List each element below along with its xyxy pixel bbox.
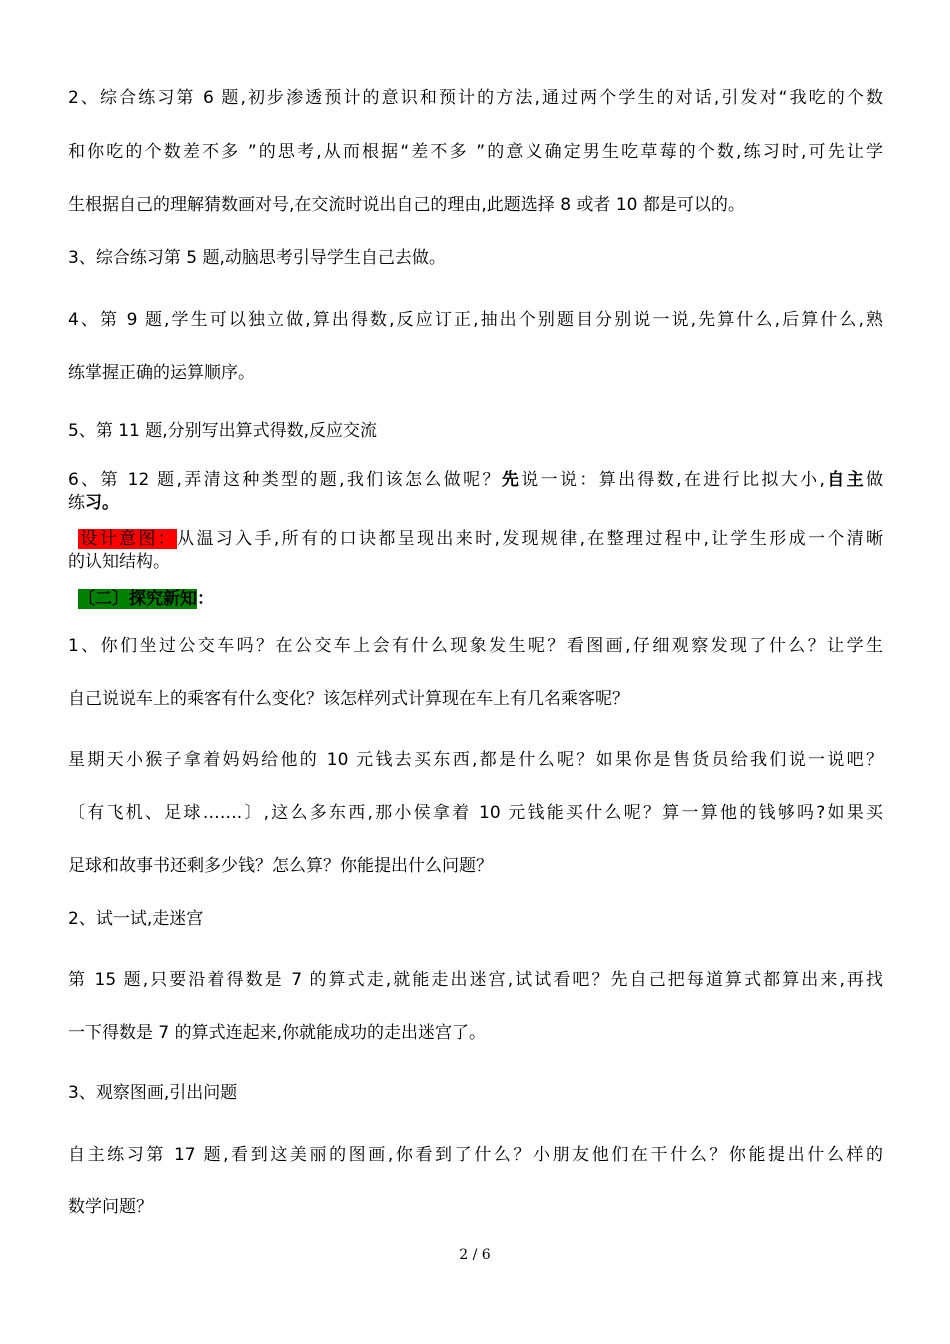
design-intent-line-1 [68, 527, 883, 551]
section-heading [68, 587, 883, 611]
p6-line2-bold: 习。 [85, 493, 119, 513]
page-number: 2 / 6 [459, 1247, 491, 1263]
question-2-line-1: 2、试一试,走迷宫 [68, 909, 204, 929]
question-17-line-2: 数学问题？ [68, 1197, 153, 1217]
paragraph-5-line-1: 5、第 11 题,分别写出算式得数,反应交流 [68, 421, 378, 441]
design-intent-label: 设计意图： [78, 529, 178, 549]
paragraph-6-line-1 [68, 468, 883, 492]
monkey-line-2: 〔有飞机、足球…….〕,这么多东西,那小侯拿着 10 元钱能买什么呢？算一算他的钱够吗?如果买 [68, 803, 883, 823]
p6-line2-plain: 练 [68, 493, 85, 513]
paragraph-2-line-1: 2、综合练习第 6 题,初步渗透预计的意识和预计的方法,通过两个学生的对话,引发对“我吃的个数 [68, 88, 883, 108]
monkey-line-3: 足球和故事书还剩多少钱？怎么算？你能提出什么问题？ [68, 856, 493, 876]
p6-text-3: 做 [866, 470, 884, 490]
maze-line-2: 一下得数是 7 的算式连起来,你就能成功的走出迷宫了。 [68, 1023, 487, 1043]
design-intent-text: 从温习入手,所有的口诀都呈现出来时,发现规律,在整理过程中,让学生形成一个清晰 [177, 529, 884, 549]
p6-text-2: 说一说：算出得数,在进行比拟大小, [521, 470, 825, 490]
question-1-line-2: 自己说说车上的乘客有什么变化？该怎样列式计算现在车上有几名乘客呢？ [68, 689, 629, 709]
paragraph-6-line-2 [68, 491, 883, 515]
paragraph-3-line-1: 3、综合练习第 5 题,动脑思考引导学生自己去做。 [68, 248, 446, 268]
monkey-line-1: 星期天小猴子拿着妈妈给他的 10 元钱去买东西,都是什么呢？如果你是售货员给我们说一说吧？ [68, 750, 883, 770]
paragraph-4-line-2: 练掌握正确的运算顺序。 [68, 363, 255, 383]
section-heading-label: 〔二〕探究新知 [78, 589, 197, 609]
p6-text-1: 6、第 12 题,弄清这种类型的题,我们该怎么做呢？ [68, 470, 502, 490]
paragraph-4-line-1: 4、第 9 题,学生可以独立做,算出得数,反应订正,抽出个别题目分别说一说,先算什么,后算什么,熟 [68, 310, 883, 330]
question-1-line-1: 1、你们坐过公交车吗？在公交车上会有什么现象发生呢？看图画,仔细观察发现了什么？让学生 [68, 636, 883, 656]
p6-bold-1: 先 [501, 470, 522, 490]
design-intent-line-2: 的认知结构。 [68, 552, 170, 572]
p6-bold-2: 自主 [824, 470, 867, 490]
question-17-line-1: 自主练习第 17 题,看到这美丽的图画,你看到了什么？小朋友他们在干什么？你能提出什么样的 [68, 1145, 883, 1165]
maze-line-1: 第 15 题,只要沿着得数是 7 的算式走,就能走出迷宫,试试看吧？先自己把每道算式都算出来,再找 [68, 970, 883, 990]
section-heading-colon: ： [197, 589, 214, 609]
paragraph-2-line-2: 和你吃的个数差不多 ”的思考,从而根据“差不多 ”的意义确定男生吃草莓的个数,练习时,可先让学 [68, 142, 883, 162]
paragraph-2-line-3: 生根据自己的理解猜数画对号,在交流时说出自己的理由,此题选择 8 或者 10 都是可以的。 [68, 195, 745, 215]
question-3-line-1: 3、观察图画,引出问题 [68, 1083, 238, 1103]
